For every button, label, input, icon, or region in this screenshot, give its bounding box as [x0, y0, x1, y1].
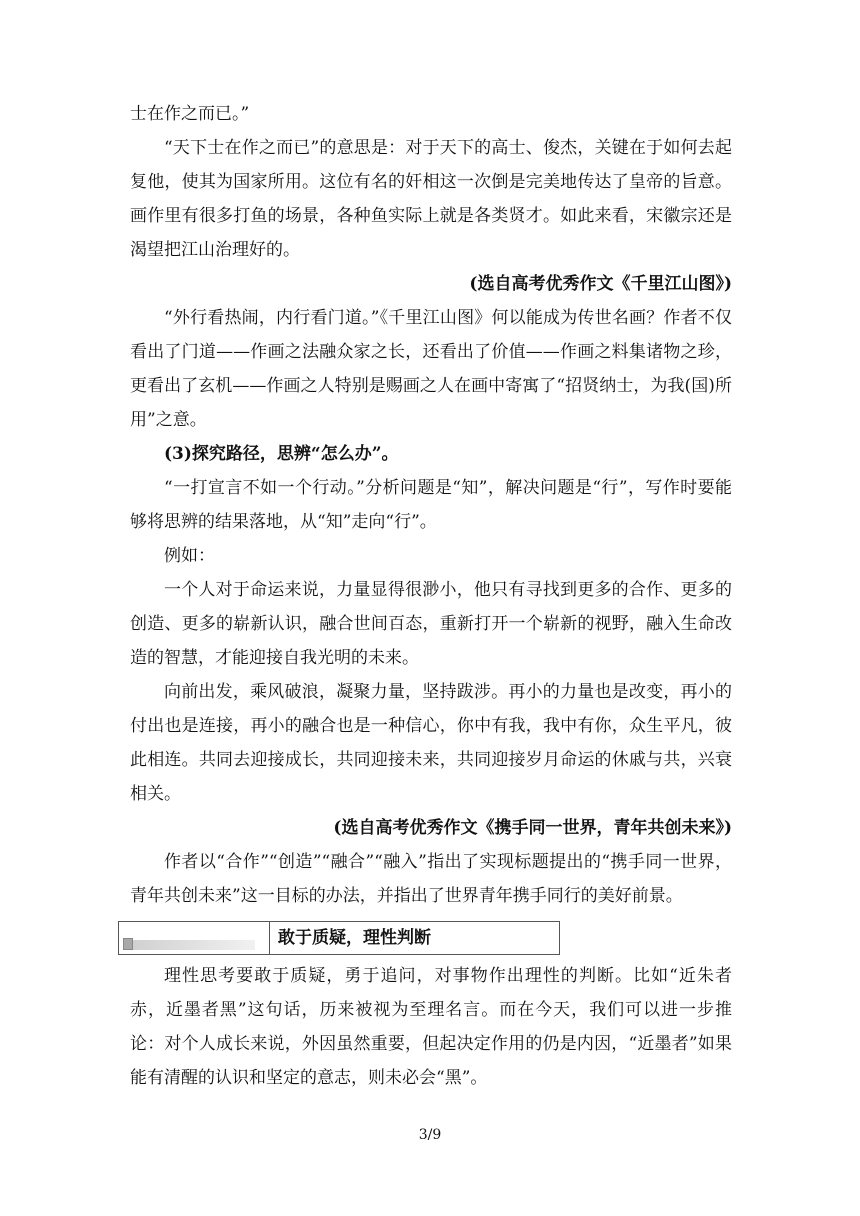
section-header: [130, 921, 732, 955]
source-citation-2: (选自高考优秀作文《携手同一世界，青年共创未来》): [333, 818, 732, 838]
section-marker-icon: [123, 938, 133, 950]
paragraph-example-2: 向前出发，乘风破浪，凝聚力量，坚持跋涉。再小的力量也是改变，再小的付出也是连接，再小的融合也是一种信心，你中有我，我中有你，众生平凡，彼此相连。共同去迎接成长，共同迎接未来，共同迎接岁月命运的休戚与共，兴衰相关。: [130, 682, 732, 804]
paragraph-example-label: 例如：: [164, 546, 215, 566]
paragraph-rational-thinking: 理性思考要敢于质疑，勇于追问，对事物作出理性的判断。比如“近朱者赤，近墨者黑”这句话，历来被视为至理名言。而在今天，我们可以进一步推论：对个人成长来说，外因虽然重要，但起决定作用的仍是内因，“近墨者”如果能有清醒的认识和坚定的意志，则未必会“黑”。: [130, 966, 732, 1088]
section-decoration: [119, 922, 270, 954]
section-title: 敢于质疑，理性判断: [278, 928, 431, 948]
page-number: 3/9: [418, 1127, 442, 1143]
paragraph-analysis-2: 作者以“合作”“创造”“融合”“融入”指出了实现标题提出的“携手同一世界，青年共创未来”这一目标的办法，并指出了世界青年携手同行的美好前景。: [130, 852, 732, 906]
paragraph-subheading: (3)探究路径，思辨“怎么办”。: [164, 444, 399, 464]
source-citation-1: (选自高考优秀作文《千里江山图》): [469, 274, 732, 294]
paragraph-quote-end: 士在作之而已。”: [130, 104, 250, 124]
document-body: [130, 0, 732, 1095]
section-bar-graphic: [127, 940, 255, 950]
paragraph-example-1: 一个人对于命运来说，力量显得很渺小，他只有寻找到更多的合作、更多的创造、更多的崭新认识，融合世间百态，重新打开一个崭新的视野，融入生命改造的智慧，才能迎接自我光明的未来。: [130, 580, 732, 668]
paragraph-intro: “一打宣言不如一个行动。”分析问题是“知”，解决问题是“行”，写作时要能够将思辨的结果落地，从“知”走向“行”。: [130, 478, 732, 532]
paragraph-analysis-1: “外行看热闹，内行看门道。”《千里江山图》何以能成为传世名画？作者不仅看出了门道——作画之法融众家之长，还看出了价值——作画之料集诸物之珍，更看出了玄机——作画之人特别是赐画之人在画中寄寓了“招贤纳士，为我(国)所用”之意。: [130, 308, 732, 430]
section-header-box: [118, 921, 560, 955]
paragraph-explanation: “天下士在作之而已”的意思是：对于天下的高士、俊杰，关键在于如何去起复他，使其为国家所用。这位有名的奸相这一次倒是完美地传达了皇帝的旨意。画作里有很多打鱼的场景，各种鱼实际上就是各类贤才。如此来看，宋徽宗还是渴望把江山治理好的。: [130, 138, 732, 260]
